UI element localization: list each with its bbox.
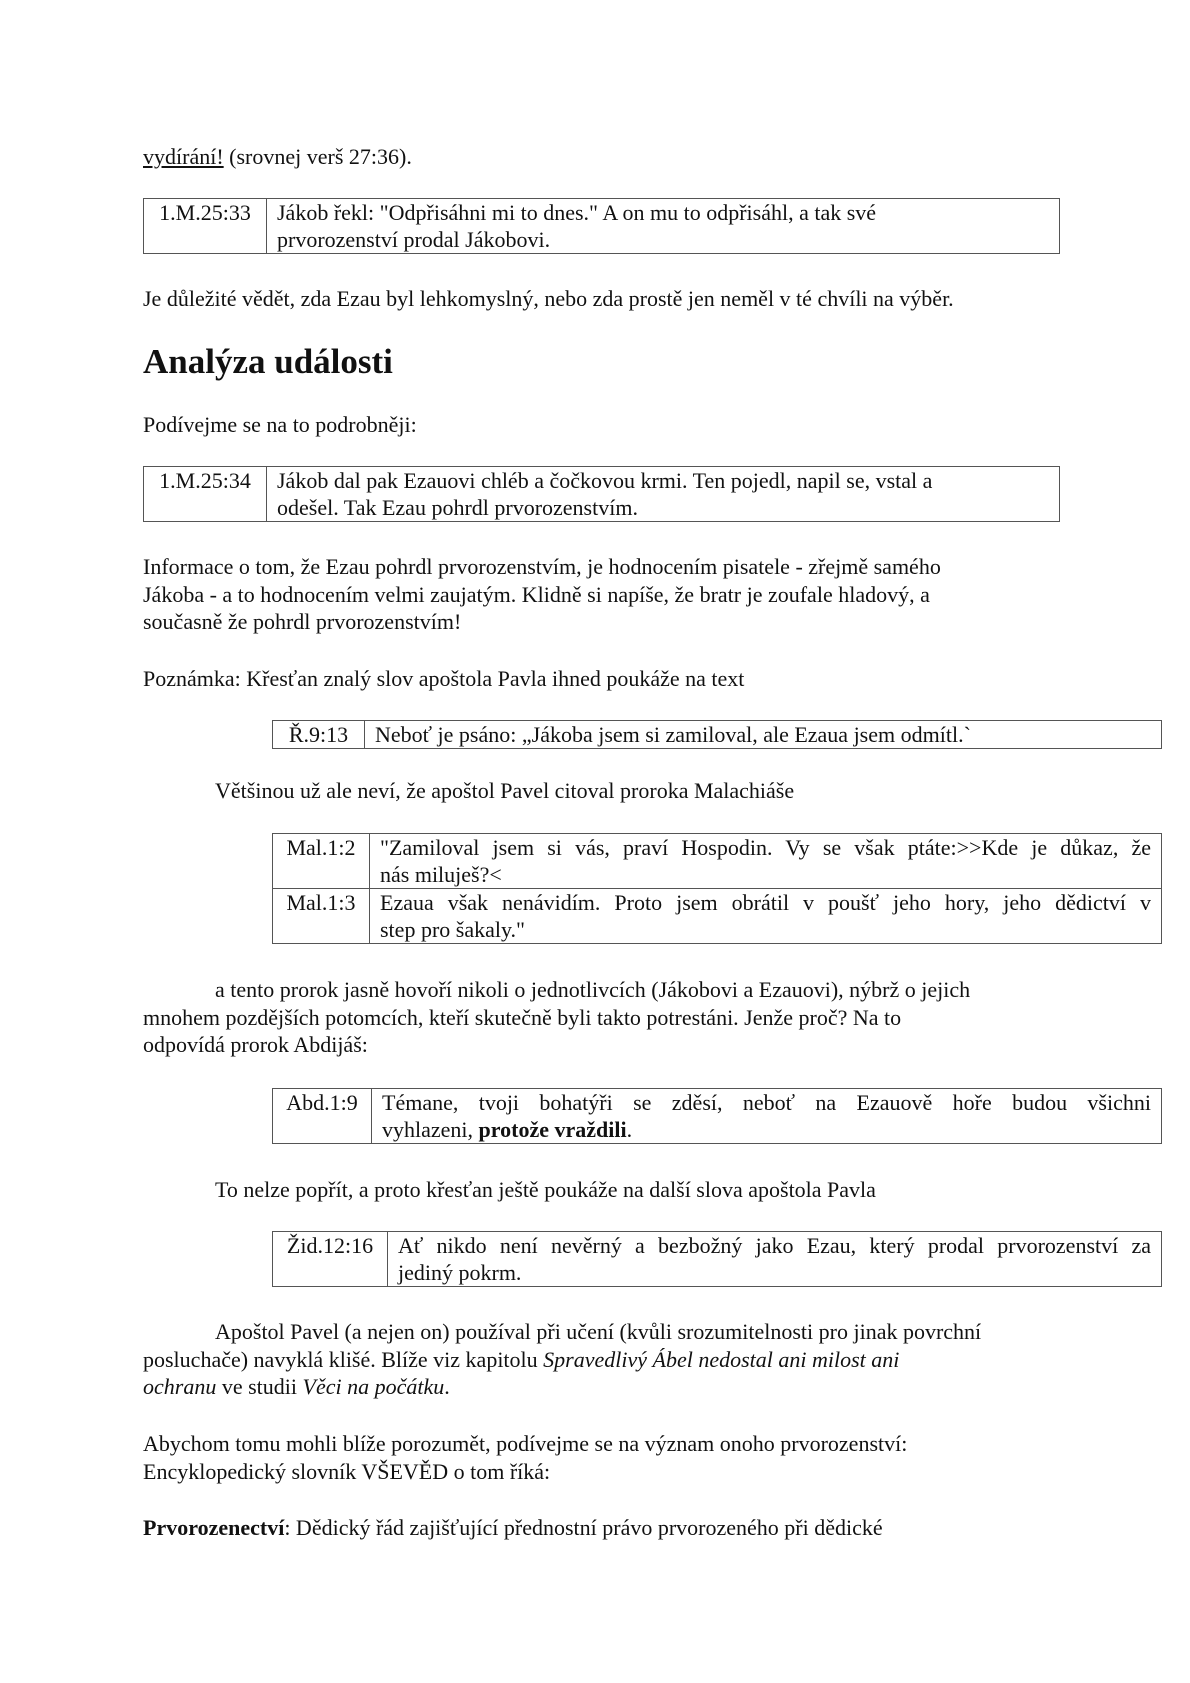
verse-reference: Mal.1:2 <box>273 834 370 889</box>
verse-line: Témane, tvoji bohatýři se zděsí, neboť na Ezauově hoře budou všichni <box>382 1090 1151 1115</box>
verse-text <box>267 199 1060 254</box>
text-fragment: posluchače) navyklá klišé. Blíže viz kapitolu <box>143 1346 544 1372</box>
verse-line: Ať nikdo není nevěrný a bezbožný jako Ezau, který prodal prvorozenství za <box>398 1233 1151 1258</box>
paragraph-prophet <box>143 976 1083 1059</box>
verse-reference: Mal.1:3 <box>273 889 370 944</box>
verse-text <box>372 1089 1162 1144</box>
verse-text: Neboť je psáno: „Jákoba jsem si zamiloval, ale Ezaua jsem odmítl.` <box>365 721 1162 749</box>
verse-line: Jákob řekl: "Odpřisáhni mi to dnes." A on mu to odpřisáhl, a tak své <box>277 200 877 225</box>
table-row <box>273 1089 1162 1144</box>
text-line: současně že pohrdl prvorozenstvím! <box>143 609 462 634</box>
verse-line: "Zamiloval jsem si vás, praví Hospodin. Vy se však ptáte:>>Kde je důkaz, že <box>380 835 1151 860</box>
text-line: Abychom tomu mohli blíže porozumět, podívejme se na význam onoho prvorozenství: <box>143 1431 908 1456</box>
paragraph-ezau-choice: Je důležité vědět, zda Ezau byl lehkomyslný, nebo zda prostě jen neměl v té chvíli na výběr. <box>143 286 954 311</box>
verse-text <box>370 834 1162 889</box>
text-line: a tento prorok jasně hovoří nikoli o jednotlivcích (Jákobovi a Ezauovi), nýbrž o jejich <box>215 977 971 1002</box>
text-line: Informace o tom, že Ezau pohrdl prvorozenstvím, je hodnocením pisatele - zřejmě samého <box>143 554 941 579</box>
table-row <box>273 1232 1162 1287</box>
paragraph-apostle-paul <box>143 1318 1083 1401</box>
text-line <box>143 1373 1083 1401</box>
table-row <box>273 834 1162 889</box>
text-line: Jákoba - a to hodnocením velmi zaujatým. Klidně si napíše, že bratr je zoufale hladový, a <box>143 581 930 607</box>
verse-fragment: . <box>626 1117 633 1142</box>
paragraph-definition <box>143 1514 1083 1542</box>
verse-line: nás miluješ?< <box>380 862 502 887</box>
text-line: Apoštol Pavel (a nejen on) používal při učení (kvůli srozumitelnosti pro jinak povrchní <box>215 1319 982 1344</box>
verse-text <box>267 467 1060 522</box>
verse-line: jediný pokrm. <box>398 1260 522 1285</box>
defined-term: Prvorozenectví <box>143 1515 285 1540</box>
verse-line: Ezaua však nenávidím. Proto jsem obrátil v poušť jeho hory, jeho dědictví v <box>380 890 1151 915</box>
verse-line: step pro šakaly." <box>380 917 526 942</box>
verse-table-malachi <box>272 833 1162 944</box>
verse-table-1m2534 <box>143 466 1060 522</box>
chapter-title: Spravedlivý Ábel nedostal ani milost ani <box>543 1346 900 1372</box>
verse-reference: 1.M.25:33 <box>144 199 267 254</box>
text-fragment: ve studii <box>216 1374 303 1399</box>
verse-line <box>382 1116 1151 1143</box>
verse-table-abd19 <box>272 1088 1162 1144</box>
verse-table-1m2533 <box>143 198 1060 254</box>
verse-reference: Abd.1:9 <box>273 1089 372 1144</box>
verse-reference: Ř.9:13 <box>273 721 365 749</box>
section-heading: Analýza události <box>143 342 393 381</box>
text-line: mnohem pozdějších potomcích, kteří skutečně byli takto potrestáni. Jenže proč? Na to <box>143 1004 902 1030</box>
paragraph-information <box>143 553 1083 636</box>
paragraph-cannot-deny: To nelze popřít, a proto křesťan ještě poukáže na další slova apoštola Pavla <box>215 1177 876 1202</box>
text-line: odpovídá prorok Abdijáš: <box>143 1032 368 1057</box>
table-row <box>144 199 1060 254</box>
verse-text <box>388 1232 1162 1287</box>
underlined-word: vydírání! <box>143 144 224 169</box>
intro-rest: (srovnej verš 27:36). <box>223 144 412 169</box>
text-fragment: . <box>444 1374 450 1399</box>
verse-reference: Žid.12:16 <box>273 1232 388 1287</box>
verse-reference: 1.M.25:34 <box>144 467 267 522</box>
chapter-title: ochranu <box>143 1374 217 1399</box>
verse-table-zid1216 <box>272 1231 1162 1287</box>
paragraph-note: Poznámka: Křesťan znalý slov apoštola Pavla ihned poukáže na text <box>143 666 745 691</box>
paragraph-encyclopedia <box>143 1430 1083 1485</box>
paragraph-malachi: Většinou už ale neví, že apoštol Pavel citoval proroka Malachiáše <box>215 778 795 803</box>
text-line: Encyklopedický slovník VŠEVĚD o tom říká: <box>143 1458 551 1484</box>
verse-text <box>370 889 1162 944</box>
bold-emphasis: protože vraždili <box>478 1117 627 1142</box>
text-line <box>143 1346 1083 1374</box>
paragraph-look-closer: Podívejme se na to podrobněji: <box>143 412 417 437</box>
table-row <box>144 467 1060 522</box>
definition-text: : Dědický řád zajišťující přednostní právo prvorozeného při dědické <box>284 1515 883 1540</box>
verse-fragment: vyhlazeni, <box>382 1117 479 1142</box>
study-title: Věci na počátku <box>302 1374 445 1399</box>
verse-line: odešel. Tak Ezau pohrdl prvorozenstvím. <box>277 495 638 520</box>
intro-line <box>143 143 1083 171</box>
verse-line: Jákob dal pak Ezauovi chléb a čočkovou krmi. Ten pojedl, napil se, vstal a <box>277 468 933 493</box>
verse-table-r913 <box>272 720 1162 749</box>
table-row <box>273 889 1162 944</box>
verse-line: prvorozenství prodal Jákobovi. <box>277 227 551 252</box>
table-row <box>273 721 1162 749</box>
